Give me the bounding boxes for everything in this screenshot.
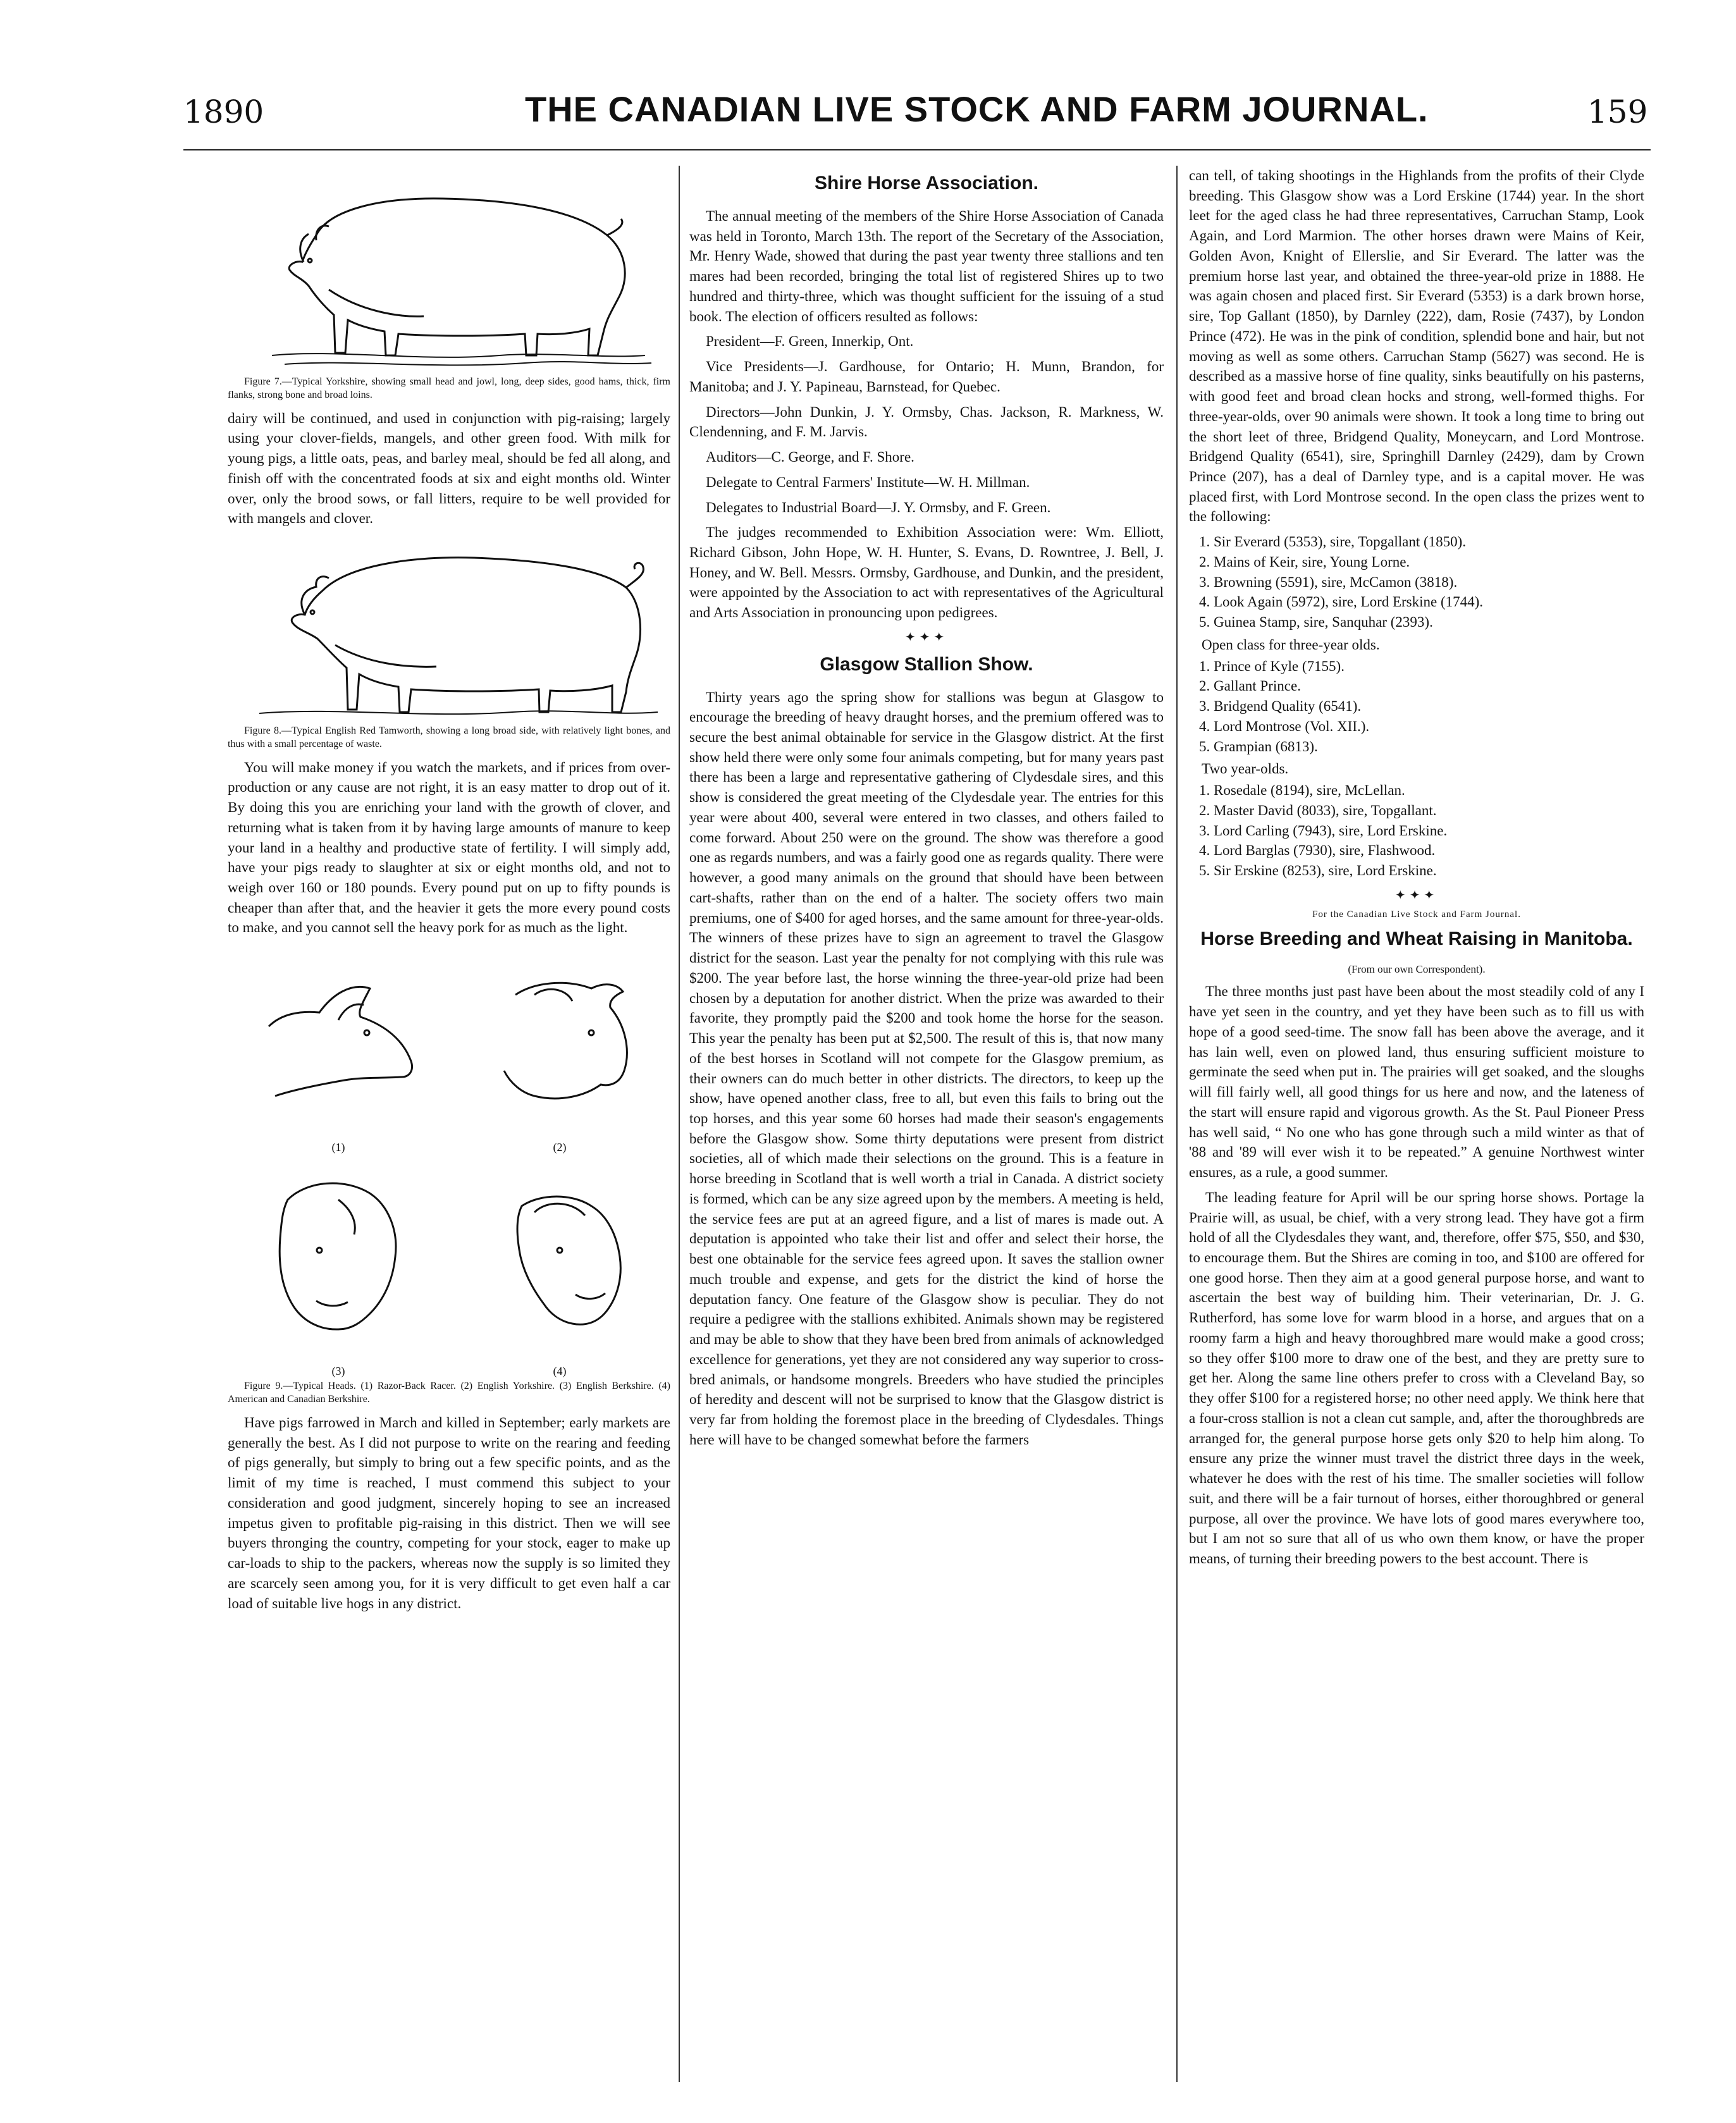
open-class-prize-list [1189,532,1644,632]
page-header [0,0,1736,164]
head-figure-2 [449,944,670,1155]
page-number: 159 [1587,94,1648,130]
page-year: 1890 [183,94,264,130]
article-kicker: For the Canadian Live Stock and Farm Journal. [1312,909,1521,920]
berkshire-head-drawing [243,1155,433,1358]
razor-back-head-drawing [243,944,433,1134]
header-rule [183,149,1651,153]
list-item: 3. Browning (5591), sire, McCamon (3818). [1199,574,1458,590]
col1-paragraph-1: dairy will be continued, and used in conjunction with pig-raising; largely using your clover-fields, mangels, and other green food. With milk for young pigs, a little oats, peas, and barley meal, should be fed all along, and finish off with the concentrated foods at six and eight months old. Winter over, only the brood sows, or fall litters, require to be well provided for with mangels and clover. [228,410,670,527]
three-year-olds-subheading: Open class for three-year olds. [1202,636,1380,653]
journal-title: THE CANADIAN LIVE STOCK AND FARM JOURNAL. [525,89,1429,129]
head-label-2: (2) [553,1140,567,1154]
figure-7-caption: Figure 7.—Typical Yorkshire, showing small head and jowl, long, deep sides, good hams, thick, firm flanks, strong bone and broad loins. [228,376,670,400]
shire-paragraph-auditors: Auditors—C. George, and F. Shore. [706,449,914,465]
shire-paragraph-president: President—F. Green, Innerkip, Ont. [706,333,914,350]
column-divider-1 [679,166,680,2082]
list-item: 5. Grampian (6813). [1199,738,1318,754]
head-label-1: (1) [331,1140,345,1154]
glasgow-paragraph-1: Thirty years ago the spring show for stallions was begun at Glasgow to encourage the breeding of heavy draught horses, and the premium offered was to secure the best animal obtainable for service in the Glasgow district. At the first show held there were only some four animals competing, but for many years past there has been a large and representative gathering of Clydesdale sires, and this show is considered the great meeting of the Clydesdale year. The entries for this year were about 400, several were entered in two classes, and others failed to come forward. About 250 were on the ground. The show was therefore a good one as regards numbers, and was a fairly good one as regards quality. There were however, a good many animals on the ground that should have been between cart-shafts, rather than on the end of a halter. The society offers two main premiums, one of $400 for aged horses, and the same amount for three-year-olds. The winners of these prizes have to sign an agreement to travel the Glasgow district for the season. Last year the penalty for not complying with this rule was $200. The year before last, the horse winning the three-year-old prize had been chosen by a deputation for another district. When the prize was awarded to their favorite, they promptly paid the $200 and took home the horse for the season. This year the penalty has been put at $2,500. The result of this is, that now many of the best horses in Scotland will not compete for the Glasgow premium, as their owners can do much better in other districts. The directors, to keep up the show, have opened another class, free to all, but even this fails to bring out the top horses, and this year some 60 horses had made their season's engagements before the Glasgow show. Some thirty deputations were present from district societies, all of which made their selections on the ground. This is a feature in horse breeding in Scotland that is well worth a trial in Canada. A district society is formed, which can be any size agreed upon by the members. A meeting is held, the service fees are put at an agreed figure, and a list of mares is made out. A deputation is appointed who take their list and offer and select their horse, the best one obtainable for the service fees agreed upon. It saves the stallion owner much trouble and expense, and gets for the district the kind of horse the deputation fancy. One feature of the Glasgow show is peculiar. They do not require a pedigree with the stallions exhibited. Animals shown may be registered and may be able to show that they have been bred from animals of acknowledged excellence for generations, yet they are not considered any way superior to cross-bred animals, or handsome mongrels. Breeders who have studied the principles of heredity and descent will not be surprised to know that the Glasgow district is very far from holding the foremost place in the breeding of Clydesdales. Things here will have to be changed somewhat before the farmers [689,689,1164,1448]
glasgow-stallion-heading: Glasgow Stallion Show. [820,653,1033,675]
list-item: 1. Sir Everard (5353), sire, Topgallant (1850). [1199,534,1467,550]
col1-paragraph-2: You will make money if you watch the markets, and if prices from over-production or any cause are not right, it is an easy matter to drop out of it. By doing this you are enriching your land with the growth of clover, and returning what is taken from it by having large amounts of manure to keep your land in a healthy and productive state of fertility. I will simply add, have your pigs ready to slaughter at six or eight months old, and not to weigh over 160 or 180 pounds. Every pound put on up to fifty pounds is cheaper than after that, and the heavier it gets the more every pound costs to make, and you cannot sell the heavy pork for as much as the light. [228,759,670,936]
section-ornament: ✦✦✦ [1394,888,1439,902]
shire-paragraph-delegate: Delegate to Central Farmers' Institute—W. H. Millman. [706,474,1030,490]
article-byline: (From our own Correspondent). [1348,963,1486,975]
list-item: 2. Master David (8033), sire, Topgallant. [1199,802,1437,818]
shire-horse-heading: Shire Horse Association. [815,173,1038,194]
list-item: 4. Lord Montrose (Vol. XII.). [1199,718,1370,734]
glasgow-continued-paragraph: can tell, of taking shootings in the Highlands from the profits of their Clyde breeding. This Glasgow show was a Lord Erskine (1744) year. In the short leet for the aged class he had three representatives, Carruchan Stamp, Look Again, and Lord Marmion. The other horses drawn were Mains of Keir, Golden Avon, Knight of Ellerslie, and Sir Everard. The latter was the premium horse last year, and obtained the three-year-old prize in 1888. He was again chosen and placed first. Sir Everard (5353) is a dark brown horse, sire, Top Gallant (1850), by Darnley (222), dam, Rosie (7437), by London Prince (472). He was in the pink of condition, splendid bone and hair, but not moving as well as some others. Carruchan Stamp (5627) was second. He is described as a massive horse of fine quality, sinks beautifully on his pasterns, with good feet and broad clean hocks and strong, well-formed thighs. For three-year-olds, over 90 animals were shown. It took a long time to bring out the short leet of three, Bridgend Quality, Moneycarn, and Lord Montrose. Bridgend Quality (6541), sire, Springhill Darnley (2429), dam by Crown Prince (207), has a deal of Darnley type, and is a capital mover. He was placed first, with Lord Montrose second. In the open class the prizes went to the following: [1189,168,1644,525]
list-item: 2. Mains of Keir, sire, Young Lorne. [1199,553,1410,570]
list-item: 3. Bridgend Quality (6541). [1199,698,1362,715]
figure-8-caption: Figure 8.—Typical English Red Tamworth, showing a long broad side, with relatively light bones, and thus with a small percentage of waste. [228,725,670,749]
typical-heads-figure [228,944,670,1379]
list-item: 5. Guinea Stamp, sire, Sanquhar (2393). [1199,614,1433,631]
shire-paragraph-1: The annual meeting of the members of the Shire Horse Association of Canada was held in Toronto, March 13th. The report of the Secretary of the Association, Mr. Henry Wade, showed that during the past year twenty three stallions and ten mares had been recorded, bringing the total list of registered Shires up to two hundred and thirty-three, which was thought sufficient for the issuing of a stud book. The election of officers resulted as follows: [689,208,1164,324]
shire-paragraph-delegates: Delegates to Industrial Board—J. Y. Ormsby, and F. Green. [706,499,1051,515]
list-item: 4. Look Again (5972), sire, Lord Erskine (1744). [1199,594,1484,610]
column-middle [689,166,1164,1455]
section-ornament: ✦✦✦ [904,630,949,644]
col1-paragraph-3: Have pigs farrowed in March and killed in September; early markets are generally the best. As I did not purpose to write on the rearing and feeding of pigs generally, but simply to bring out a few specific points, and as the limit of my time is reached, I must commend this subject to your consideration and good judgment, sincerely hoping to see an increased impetus given to profitable pig-raising in this district. Then we will see buyers thronging the country, competing for your stock, eager to make up car-loads to ship to the packers, whereas now the supply is so limited they are scarcely seen among you, for it is very difficult to get even half a car load of suitable live hogs in any district. [228,1414,670,1611]
yorkshire-pig-figure [234,166,664,374]
head-label-4: (4) [553,1364,567,1377]
list-item: 4. Lord Barglas (7930), sire, Flashwood. [1199,842,1436,859]
list-item: 3. Lord Carling (7943), sire, Lord Erskine. [1199,822,1448,839]
yorkshire-head-drawing [465,944,655,1134]
head-label-3: (3) [331,1364,345,1377]
list-item: 5. Sir Erskine (8253), sire, Lord Erskine. [1199,862,1437,878]
column-divider-2 [1176,166,1178,2082]
head-figure-4 [449,1155,670,1379]
head-figure-3 [228,1155,449,1379]
column-right [1189,166,1644,1574]
list-item: 2. Gallant Prince. [1199,678,1301,694]
three-year-olds-prize-list [1189,656,1644,757]
tamworth-pig-figure [234,534,664,723]
list-item: 1. Rosedale (8194), sire, McLellan. [1199,782,1405,799]
two-year-olds-prize-list [1189,780,1644,881]
shire-paragraph-vice-presidents: Vice Presidents—J. Gardhouse, for Ontario; H. Munn, Brandon, for Manitoba; and J. Y. Papineau, Barnstead, for Quebec. [689,359,1164,395]
figure-9-caption: Figure 9.—Typical Heads. (1) Razor-Back Racer. (2) English Yorkshire. (3) English Berkshire. (4) American and Canadian Berkshire. [228,1381,670,1405]
horse-breeding-heading: Horse Breeding and Wheat Raising in Manitoba. [1200,928,1633,949]
manitoba-paragraph-1: The three months just past have been about the most steadily cold of any I have yet seen in the country, and yet they have been such as to fill us with hope of a good seed-time. The snow fall has been above the average, and it has lain well, even on plowed land, thus ensuring sufficient moisture to germinate the seed when put in. The prairies will get soaked, and the sloughs will fill fairly well, all good things for us here and now, and the lateness of the start will ensure rapid and vigorous growth. As the St. Paul Pioneer Press has well said, “ No one who has gone through such a mild winter as that of '88 and '89 will ever wish it to be repeated.” A genuine Northwest winter ensures, as a rule, a good summer. [1189,983,1644,1181]
american-berkshire-head-drawing [465,1155,655,1358]
head-figure-1 [228,944,449,1155]
shire-paragraph-directors: Directors—John Dunkin, J. Y. Ormsby, Chas. Jackson, R. Markness, W. Clendenning, and F. M. Jarvis. [689,403,1164,440]
shire-paragraph-judges: The judges recommended to Exhibition Association were: Wm. Elliott, Richard Gibson, John Hope, W. H. Hunter, S. Evans, D. Rowntree, J. Bell, J. Honey, and W. Bell. Messrs. Ormsby, Gardhouse, and Dunkin, and the president, were appointed by the Association to act with representatives of the Agricultural and Arts Association in pronouncing upon pedigrees. [689,524,1164,621]
manitoba-paragraph-2: The leading feature for April will be our spring horse shows. Portage la Prairie will, as usual, be chief, with a very strong lead. They have got a firm hold of all the Clydesdales they want, and, therefore, offer $75, $50, and $30, to encourage them. But the Shires are coming in too, and $100 are offered for one good horse. Then they aim at a good general purpose horse, and want to ascertain the best way of building him. Their veterinarian, Dr. J. G. Rutherford, has some love for warm blood in a horse, and argues that on a roomy farm a high and heavy thoroughbred mare would make a good cross; so they offer $100 more to draw one of the best, and they are pretty sure to get her. Along the same line others prefer to cross with a Cleveland Bay, so they offer $100 for a registered horse; no other need apply. We think here that a four-cross stallion is not a clean cut sample, and, after the thoroughbreds are arranged for, the general purpose horse gets only $20 to help him along. To ensure any prize the winner must travel the district three days in the week, whatever he does with the rest of his time. The smaller societies will follow suit, and there will be a fair turnout of horses, either thoroughbred or general purpose, all over the province. We have lots of good mares everywhere too, but I am not so sure that all of us who own them know, or have the proper means, of turning their breeding powers to the best account. There is [1189,1189,1644,1566]
two-year-olds-subheading: Two year-olds. [1202,761,1289,777]
column-left [228,166,670,1618]
list-item: 1. Prince of Kyle (7155). [1199,658,1345,674]
